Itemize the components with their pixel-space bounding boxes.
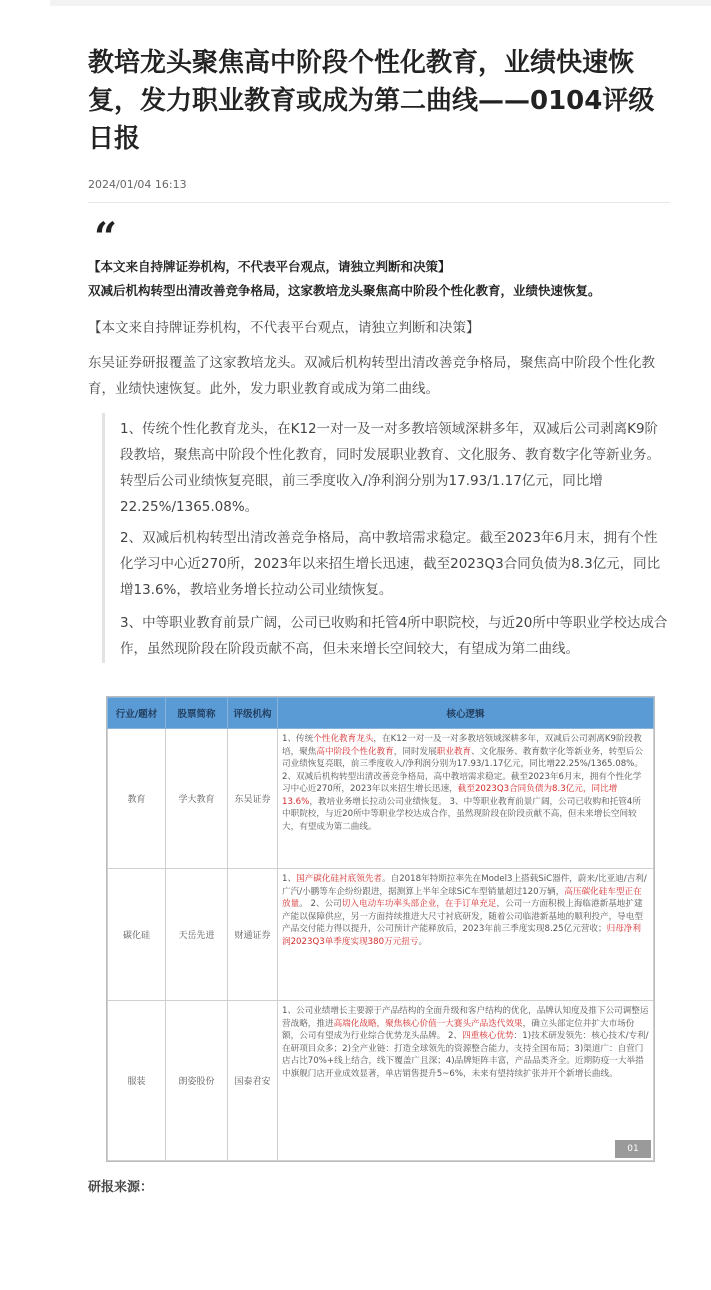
highlight-text: 切入电动车功率头部企业，在手订单充足 bbox=[341, 899, 497, 909]
highlight-text: 截至2023Q3合同负债为8.3亿元，同比增13.6% bbox=[282, 784, 618, 807]
cell-logic bbox=[278, 869, 654, 1001]
cell-logic bbox=[278, 1001, 654, 1161]
logic-text: 1、 bbox=[282, 874, 297, 884]
logic-text: 。 bbox=[418, 936, 428, 947]
logic-text: 1、公司业绩增长主要源于产品结构的全面升级和客户结构的优化，品牌认知度及推下公司调整运营战略，推进 bbox=[282, 1006, 649, 1029]
highlight-text: 四重核心优势 bbox=[462, 1031, 514, 1041]
publish-date: 2024/01/04 16:13 bbox=[88, 178, 187, 191]
point-3: 3、中等职业教育前景广阔，公司已收购和托管4所中职院校，与近20所中等职业学校达成合作，虽然现阶段在阶段贡献不高，但未来增长空间较大，有望成为第二曲线。 bbox=[120, 615, 668, 657]
cell-agency: 国泰君安 bbox=[228, 1001, 278, 1161]
intro-paragraph: 东吴证券研报覆盖了这家教培龙头。双减后机构转型出清改善竞争格局，聚焦高中阶段个性化教育，业绩快速恢复。此外，发力职业教育或成为第二曲线。 bbox=[88, 355, 655, 397]
logic-text: 1、传统 bbox=[282, 734, 314, 744]
rating-table-image bbox=[106, 696, 655, 1162]
key-points bbox=[102, 413, 667, 663]
cell-agency: 财通证券 bbox=[228, 869, 278, 1001]
logic-text: ，同时发展 bbox=[393, 746, 437, 757]
table-row bbox=[108, 729, 654, 869]
rating-table bbox=[107, 697, 654, 1161]
cell-industry: 教育 bbox=[108, 729, 166, 869]
cell-stock: 朗姿股份 bbox=[166, 1001, 228, 1161]
cell-stock: 天岳先进 bbox=[166, 869, 228, 1001]
quote-icon: “ bbox=[94, 214, 118, 261]
highlight-text: 国产碳化硅衬底领先者 bbox=[296, 874, 383, 884]
summary-line: 双减后机构转型出清改善竞争格局，这家教培龙头聚焦高中阶段个性化教育，业绩快速恢复。 bbox=[88, 283, 601, 298]
logic-text: 。自2018年特斯拉率先在Model3上搭载SiC器件，蔚来/比亚迪/吉利/广汽/小鹏等车企纷纷跟进，据测算上半年全球SiC车型销量超过120万辆， bbox=[282, 874, 647, 897]
logic-text: 。 2、公司 bbox=[299, 899, 342, 909]
table-row bbox=[108, 869, 654, 1001]
table-row bbox=[108, 1001, 654, 1161]
divider bbox=[88, 202, 670, 203]
highlight-text: 职业教育 bbox=[436, 746, 472, 757]
summary-line: 【本文来自持牌证券机构，不代表平台观点，请独立判断和决策】 bbox=[88, 259, 451, 274]
disclaimer: 【本文来自持牌证券机构，不代表平台观点，请独立判断和决策】 bbox=[88, 320, 480, 336]
header-logic: 核心逻辑 bbox=[278, 698, 654, 729]
highlight-text: 个性化教育龙头 bbox=[313, 734, 374, 744]
summary-block bbox=[88, 255, 668, 303]
header-industry: 行业/题材 bbox=[108, 698, 166, 729]
logic-text: 、文化服务、教育数字化等新业务，转型后公司业绩恢复亮眼，前三季度收入/净利润分别为17.93/1.17亿元，同比增22.25%/1365.08%。 2、双减后机构转型出清改善竞争格局，高中教培需求稳定。截至2023年6月末，拥有个性化学习中心近270所，2023年以来招生增长迅速， bbox=[282, 746, 644, 794]
logic-text: ，确立头部定位并扩大市场份额，公司有望成为行业综合优势龙头品牌。 2、 bbox=[282, 1018, 635, 1041]
logic-text: ，在K12一对一及一对多教培领域深耕多年，双减后公司剥离K9阶段教培，聚焦 bbox=[282, 734, 642, 757]
header-stock: 股票简称 bbox=[166, 698, 228, 729]
highlight-text: 高中阶段个性化教育 bbox=[316, 746, 394, 757]
cell-agency: 东吴证券 bbox=[228, 729, 278, 869]
logic-text: ，教培业务增长拉动公司业绩恢复。 3、中等职业教育前景广阔，公司已收购和托管4所中职院校，与近20所中等职业学校达成合作，虽然现阶段在阶段贡献不高，但未来增长空间较大，有望成为第二曲线。 bbox=[282, 796, 641, 832]
source-label: 研报来源： bbox=[88, 1180, 154, 1195]
highlight-text: 高端化战略，聚焦核心价值一大赛头产品迭代效果 bbox=[333, 1018, 523, 1029]
highlight-text: 归母净利润2023Q3单季度实现380万元扭亏 bbox=[282, 924, 641, 947]
highlight-text: 高压碳化硅车型正在放量 bbox=[282, 886, 642, 909]
cell-logic bbox=[278, 729, 654, 869]
cell-industry: 服装 bbox=[108, 1001, 166, 1161]
point-1: 1、传统个性化教育龙头，在K12一对一及一对多教培领域深耕多年，双减后公司剥离K9阶段教培，聚焦高中阶段个性化教育，同时发展职业教育、文化服务、教育数字化等新业务。转型后公司业绩恢复亮眼，前三季度收入/净利润分别为17.93/1.17亿元，同比增22.25%/1365.08%。 bbox=[120, 421, 660, 515]
logic-text: ，公司一方面积极上海临港新基地扩建产能以保障供应，另一方面持续推进大尺寸衬底研发，随着公司临港新基地的顺利投产，导电型产品交付能力得以提升，公司预计产能释放后，2023年前三季度实现8.25亿元营收； bbox=[282, 899, 643, 934]
article-title: 教培龙头聚焦高中阶段个性化教育，业绩快速恢复，发力职业教育或成为第二曲线——0104评级日报 bbox=[88, 48, 655, 154]
header-agency: 评级机构 bbox=[228, 698, 278, 729]
point-2: 2、双减后机构转型出清改善竞争格局，高中教培需求稳定。截至2023年6月末，拥有个性化学习中心近270所，2023年以来招生增长迅速，截至2023Q3合同负债为8.3亿元，同比增13.6%，教培业务增长拉动公司业绩恢复。 bbox=[120, 530, 661, 598]
cell-industry: 碳化硅 bbox=[108, 869, 166, 1001]
cell-stock: 学大教育 bbox=[166, 729, 228, 869]
watermark-badge: 01 bbox=[615, 1140, 651, 1158]
top-bar bbox=[50, 0, 711, 6]
logic-text: ：1)技术研发领先：核心技术/专利/在研项目众多；2)全产业链：打造全球领先的资源整合能力，支持全国布局；3)渠道广：自营门店占比70%+线上结合，线下覆盖广且深；4)品牌矩阵丰富，产品品类齐全。近期防疫一大举措中旗舰门店开业成效显著，单店销售提升5~6%，未来有望持续扩张并开个新增长曲线。 bbox=[282, 1031, 649, 1079]
